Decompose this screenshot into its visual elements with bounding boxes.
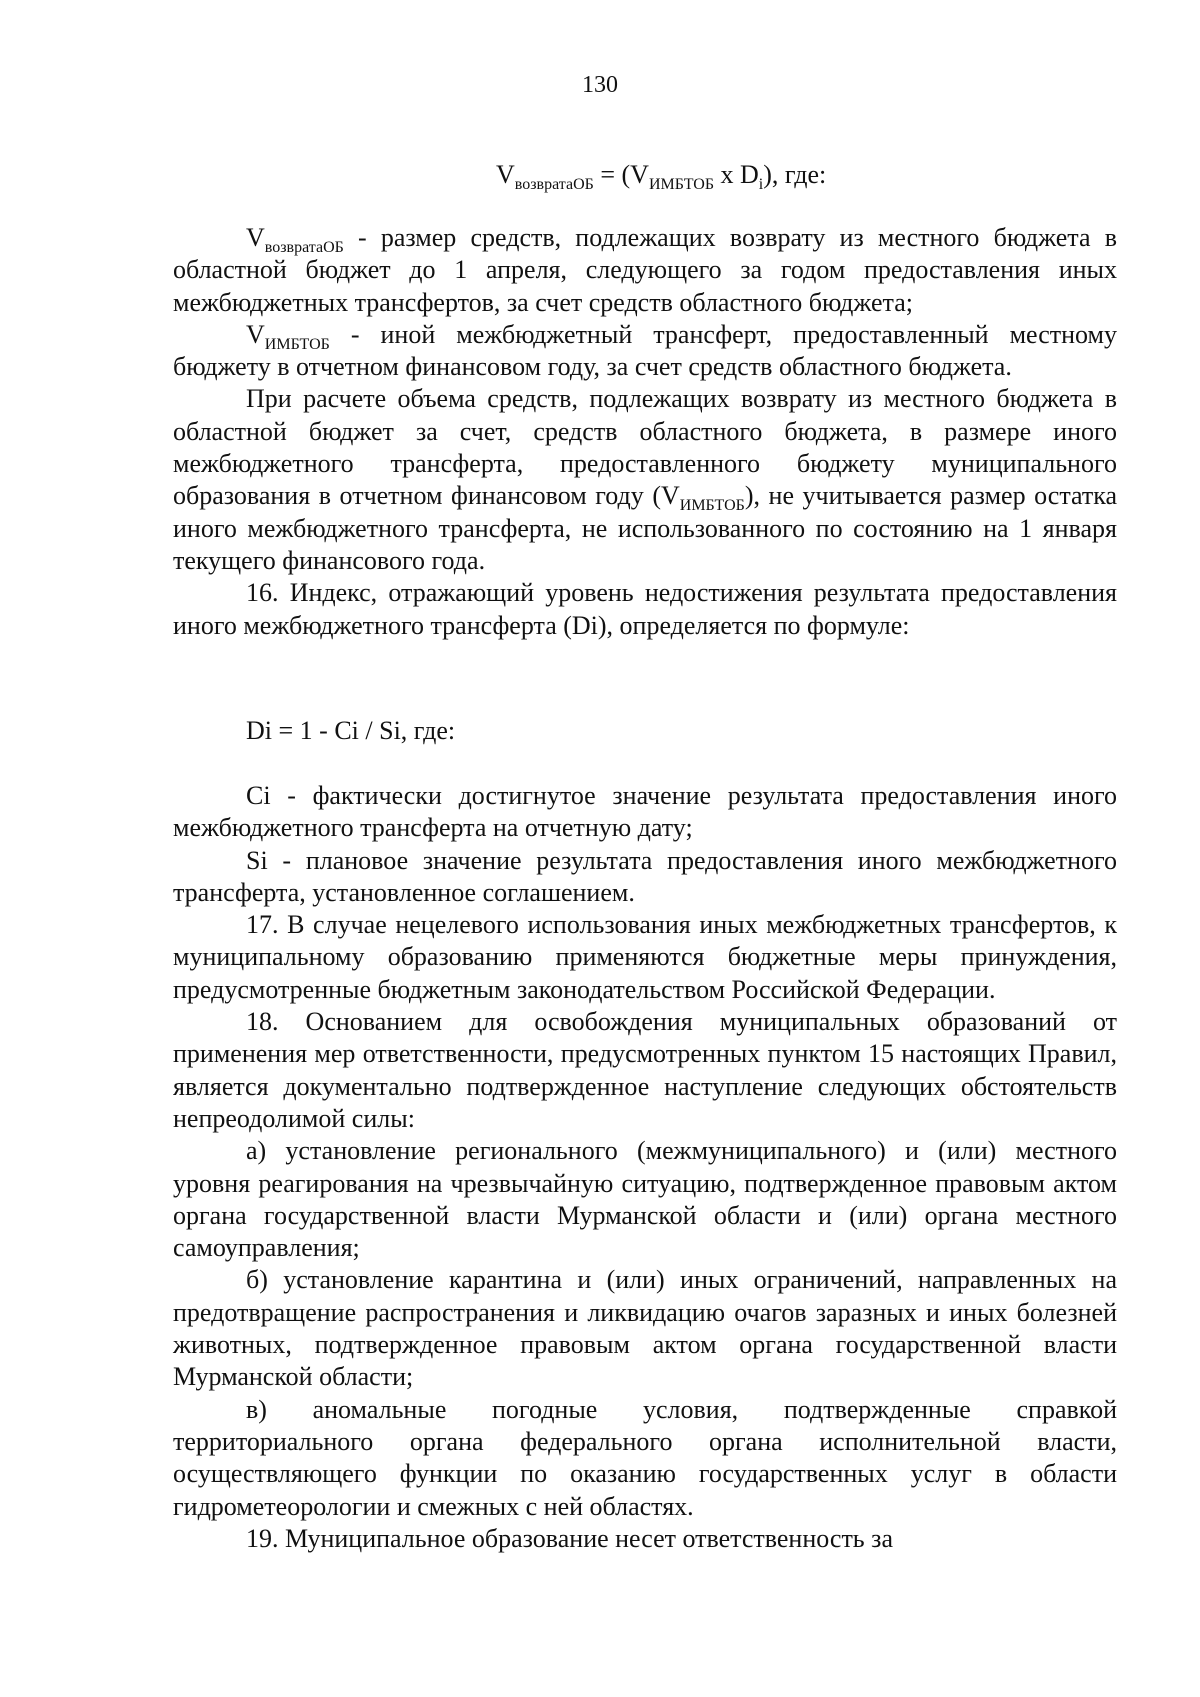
definition-v-imbt bbox=[173, 319, 1117, 384]
paragraph-17: 17. В случае нецелевого использования иных межбюджетных трансфертов, к муниципальному образованию применяются бюджетные меры принуждения, предусмотренные бюджетным законодательством Российской Федерации. bbox=[173, 910, 1117, 1004]
formula-part: = (V bbox=[593, 160, 649, 189]
paragraph-19: 19. Муниципальное образование несет ответственность за bbox=[246, 1523, 893, 1553]
formula-part: x D bbox=[714, 160, 759, 189]
formula-subscript: возвратаОБ bbox=[514, 176, 594, 193]
paragraph-18-a: а) установление регионального (межмуниципального) и (или) местного уровня реагирования на чрезвычайную ситуацию, подтвержденное правовым актом органа государственной власти Мурманской области и (или) органа местного самоуправления; bbox=[173, 1136, 1117, 1263]
formula-subscript: i bbox=[758, 176, 764, 193]
paragraph-text: При расчете объема средств, подлежащих возврату из местного бюджета в областной бюджет за счет, средств областного бюджета, в размере иного межбюджетного трансферта, предоставленного бюджету муниципального образования в отчетном финансовом году (V bbox=[173, 384, 1117, 511]
symbol-subscript: ИМБТОБ bbox=[679, 497, 745, 515]
definition-v-return bbox=[173, 222, 1117, 319]
formula-subscript: ИМБТОБ bbox=[648, 176, 714, 193]
paragraph-18-v: в) аномальные погодные условия, подтвержденные справкой территориального органа федерального органа исполнительной власти, осуществляющего функции по оказанию государственных услуг в области гидрометеорологии и смежных с ней областях. bbox=[173, 1394, 1117, 1521]
definition-si: Si - плановое значение результата предоставления иного межбюджетного трансферта, установленное соглашением. bbox=[173, 845, 1117, 907]
symbol-subscript: ИМБТОБ bbox=[264, 335, 330, 353]
index-formula: Di = 1 - Ci / Si, где: bbox=[246, 716, 456, 745]
definition-ci: Ci - фактически достигнутое значение результата предоставления иного межбюджетного трансферта на отчетную дату; bbox=[173, 781, 1117, 843]
formula-part: ), где: bbox=[763, 160, 827, 189]
paragraph-text: ), не учитывается размер остатка иного межбюджетного трансферта, не использованного по состоянию на 1 января текущего финансового года. bbox=[173, 481, 1118, 575]
definition-text: - иной межбюджетный трансферт, предоставленный местному бюджету в отчетном финансовом году, за счет средств областного бюджета. bbox=[173, 319, 1117, 382]
paragraph-18: 18. Основанием для освобождения муниципальных образований от применения мер ответственности, предусмотренных пунктом 15 настоящих Правил, является документально подтвержденное наступление следующих обстоятельств непреодолимой силы: bbox=[173, 1007, 1117, 1133]
symbol-subscript: возвратаОБ bbox=[264, 239, 344, 256]
symbol: V bbox=[246, 319, 265, 349]
page-number: 130 bbox=[582, 72, 618, 98]
paragraph-18-b: б) установление карантина и (или) иных ограничений, направленных на предотвращение распространения и ликвидацию очагов заразных и иных болезней животных, подтвержденное правовым актом органа государственной власти Мурманской области; bbox=[173, 1265, 1117, 1392]
return-volume-formula bbox=[496, 160, 827, 193]
text-block-1 bbox=[173, 222, 1117, 642]
formula-symbol: V bbox=[496, 160, 515, 189]
paragraph-16: 16. Индекс, отражающий уровень недостижения результата предоставления иного межбюджетного трансферта (Di), определяется по формуле: bbox=[173, 578, 1117, 640]
text-block-2 bbox=[173, 780, 1117, 1555]
paragraph-calculation-note bbox=[173, 383, 1117, 577]
definition-text: - размер средств, подлежащих возврату из местного бюджета в областной бюджет до 1 апреля, следующего за годом предоставления иных межбюджетных трансфертов, за счет средств областного бюджета; bbox=[173, 223, 1117, 317]
symbol: V bbox=[246, 223, 265, 252]
